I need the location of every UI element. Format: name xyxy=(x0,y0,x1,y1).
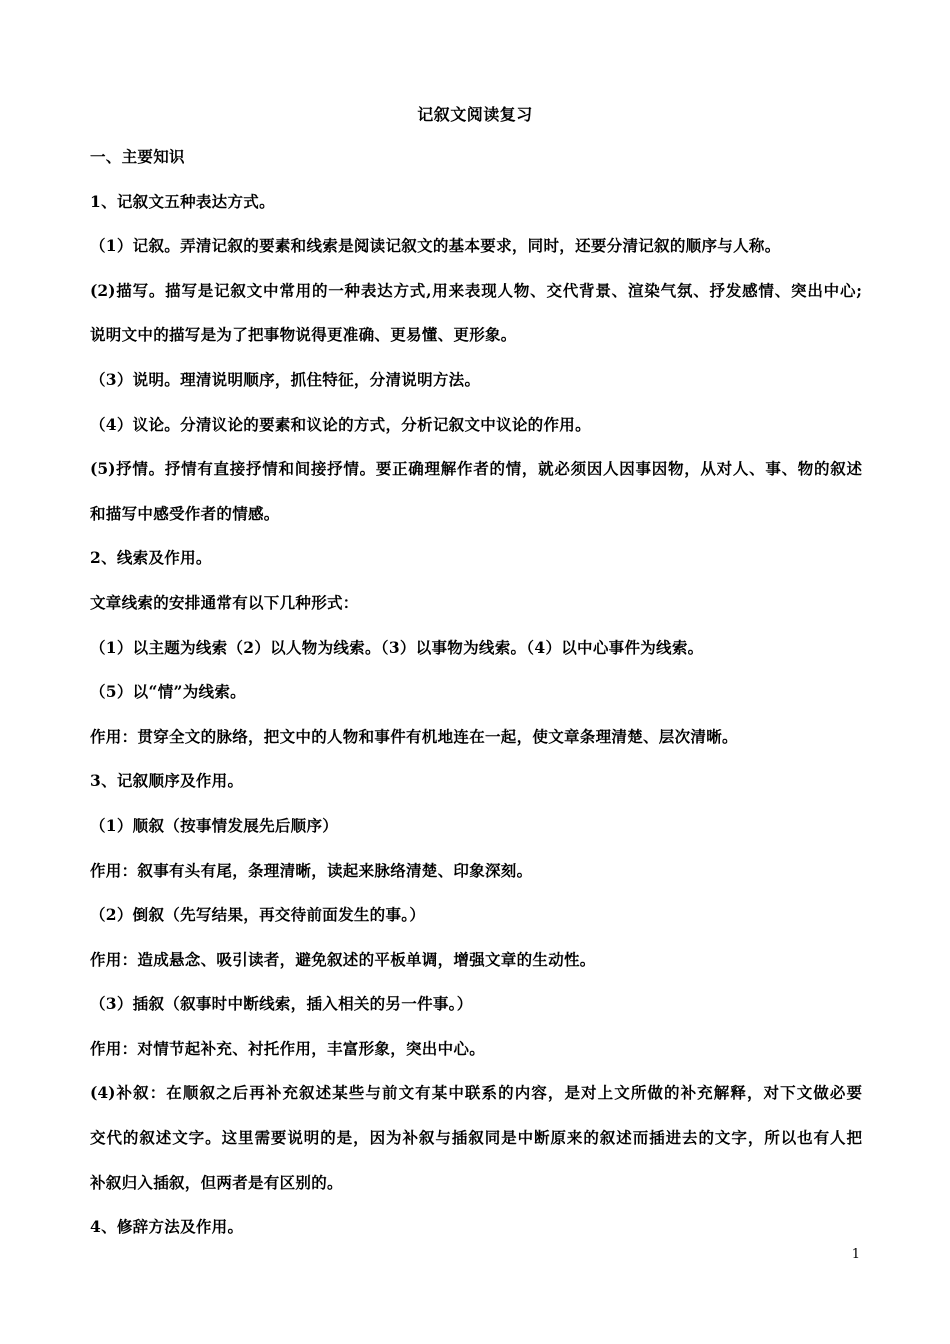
paragraph-line: 作用：对情节起补充、衬托作用，丰富形象，突出中心。 xyxy=(90,1038,486,1058)
paragraph-line: (5)抒情。抒情有直接抒情和间接抒情。要正确理解作者的情，就必须因人因事因物，从对人、事、物的叙述 xyxy=(90,459,862,479)
paragraph-line: （2）倒叙（先写结果，再交待前面发生的事。） xyxy=(90,905,426,925)
document-body xyxy=(90,143,862,1258)
subsection-heading: 3、记叙顺序及作用。 xyxy=(90,771,244,791)
section-heading: 一、主要知识 xyxy=(90,147,185,166)
subsection-heading: 2、线索及作用。 xyxy=(90,548,212,568)
paragraph-line: （1）顺叙（按事情发展先后顺序） xyxy=(90,815,339,835)
paragraph-line: (2)描写。描写是记叙文中常用的一种表达方式,用来表现人物、交代背景、渲染气氛、抒发感情、突出中心; xyxy=(90,280,862,300)
paragraph-line: （3）说明。理清说明顺序，抓住特征，分清说明方法。 xyxy=(90,369,481,389)
paragraph-line: 补叙归入插叙，但两者是有区别的。 xyxy=(90,1172,343,1192)
page-number: 1 xyxy=(851,1247,860,1262)
paragraph-line: （4）议论。分清议论的要素和议论的方式，分析记叙文中议论的作用。 xyxy=(90,414,591,434)
paragraph-line: (4)补叙：在顺叙之后再补充叙述某些与前文有某中联系的内容，是对上文所做的补充解释，对下文做必要 xyxy=(90,1083,862,1103)
paragraph-line: 作用：造成悬念、吸引读者，避免叙述的平板单调，增强文章的生动性。 xyxy=(90,949,596,969)
paragraph-line: （3）插叙（叙事时中断线索，插入相关的另一件事。） xyxy=(90,994,473,1014)
paragraph-line: （1）记叙。弄清记叙的要素和线索是阅读记叙文的基本要求，同时，还要分清记叙的顺序与人称。 xyxy=(90,236,781,256)
paragraph-line: （1）以主题为线索（2）以人物为线索。（3）以事物为线索。（4）以中心事件为线索。 xyxy=(90,637,704,657)
subsection-heading: 1、记叙文五种表达方式。 xyxy=(90,191,275,211)
paragraph-line: 和描写中感受作者的情感。 xyxy=(90,503,280,523)
paragraph-line: （5）以“情”为线索。 xyxy=(90,682,246,702)
paragraph-line: 文章线索的安排通常有以下几种形式： xyxy=(90,592,359,612)
paragraph-line: 作用：叙事有头有尾，条理清晰，读起来脉络清楚、印象深刻。 xyxy=(90,860,533,880)
subsection-heading: 4、修辞方法及作用。 xyxy=(90,1217,244,1237)
paragraph-line: 作用：贯穿全文的脉络，把文中的人物和事件有机地连在一起，使文章条理清楚、层次清晰。 xyxy=(90,726,738,746)
paragraph-line: 说明文中的描写是为了把事物说得更准确、更易懂、更形象。 xyxy=(90,325,517,345)
paragraph-line: 交代的叙述文字。这里需要说明的是，因为补叙与插叙同是中断原来的叙述而插进去的文字，所以也有人把 xyxy=(90,1128,862,1148)
document-title: 记叙文阅读复习 xyxy=(417,105,533,124)
